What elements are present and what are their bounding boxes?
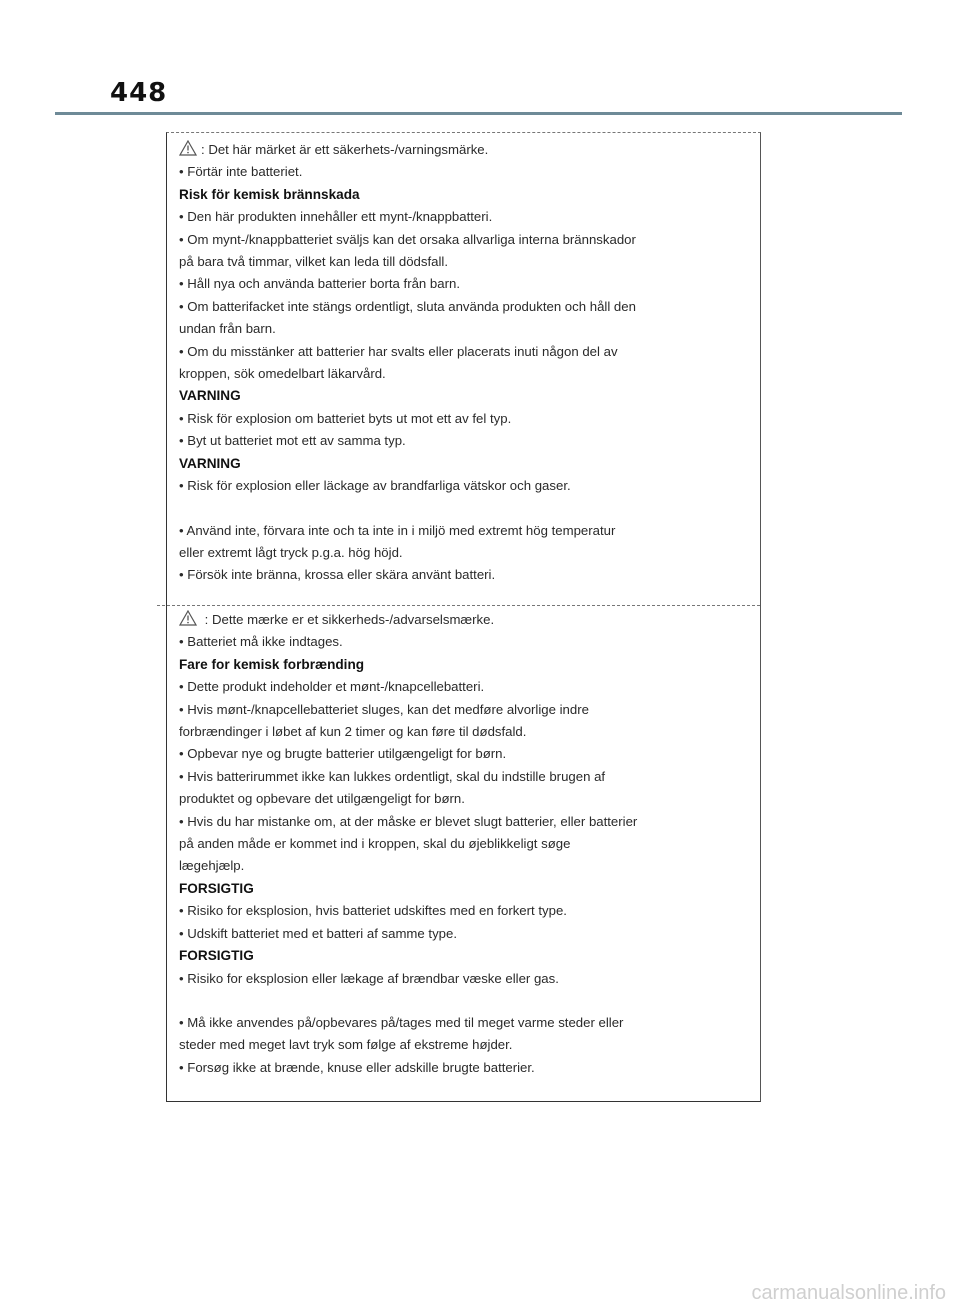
swedish-text-line: • Förtär inte batteriet. — [179, 164, 303, 180]
swedish-text-line: • Byt ut batteriet mot ett av samma typ. — [179, 433, 406, 449]
danish-text-line: • Hvis du har mistanke om, at der måske er blevet slugt batterier, eller batterier — [179, 813, 638, 829]
swedish-text-line: • Den här produkten innehåller ett mynt-/knappbatteri. — [179, 209, 493, 225]
header-rule — [55, 112, 902, 115]
footer-watermark: carmanualsonline.info — [751, 1282, 946, 1304]
danish-text-line: • Dette produkt indeholder et mønt-/knapcellebatteri. — [179, 679, 485, 695]
swedish-intro-line — [179, 139, 748, 161]
danish-text-line: • Risiko for eksplosion eller lækage af brændbar væske eller gas. — [179, 970, 559, 986]
danish-heading: Fare for kemisk forbrænding — [179, 656, 365, 672]
danish-text-line: på anden måde er kommet ind i kroppen, skal du øjeblikkeligt søge — [179, 836, 571, 852]
danish-intro-text: : Dette mærke er et sikkerheds-/advarselsmærke. — [201, 612, 495, 627]
danish-text-line: • Hvis mønt-/knapcellebatteriet sluges, kan det medføre alvorlige indre — [179, 701, 589, 717]
section-divider — [157, 605, 760, 606]
swedish-text-line: • Håll nya och använda batterier borta från barn. — [179, 276, 460, 292]
swedish-text-line: kroppen, sök omedelbart läkarvård. — [179, 366, 386, 382]
danish-heading: FORSIGTIG — [179, 880, 254, 896]
danish-text-line: • Risiko for eksplosion, hvis batteriet udskiftes med en forkert type. — [179, 903, 567, 919]
warning-triangle-icon — [179, 610, 197, 626]
swedish-text-line: • Använd inte, förvara inte och ta inte in i miljö med extremt hög temperatur — [179, 522, 616, 538]
danish-text-line: • Forsøg ikke at brænde, knuse eller adskille brugte batterier. — [179, 1059, 535, 1075]
warning-triangle-icon — [179, 140, 197, 156]
danish-spacer — [179, 990, 748, 1012]
danish-text-line: produktet og opbevare det utilgængeligt for børn. — [179, 791, 465, 807]
danish-text-line: • Må ikke anvendes på/opbevares på/tages med til meget varme steder eller — [179, 1014, 624, 1030]
swedish-text-line: • Om du misstänker att batterier har svalts eller placerats inuti någon del av — [179, 343, 618, 359]
swedish-text-line: på bara två timmar, vilket kan leda till dödsfall. — [179, 254, 449, 270]
danish-text-block — [179, 631, 748, 1079]
swedish-text-line: • Om batterifacket inte stängs ordentligt, sluta använda produkten och håll den — [179, 298, 636, 314]
swedish-text-block — [179, 161, 748, 586]
swedish-text-line: eller extremt lågt tryck p.g.a. hög höjd. — [179, 544, 403, 560]
danish-text-line: • Opbevar nye og brugte batterier utilgængeligt for børn. — [179, 746, 507, 762]
page-number: 448 — [110, 78, 168, 108]
swedish-heading: Risk för kemisk brännskada — [179, 186, 360, 202]
swedish-text-line: • Risk för explosion eller läckage av brandfarliga vätskor och gaser. — [179, 478, 571, 494]
swedish-text-line: undan från barn. — [179, 321, 276, 337]
danish-text-line: • Hvis batterirummet ikke kan lukkes ordentligt, skal du indstille brugen af — [179, 768, 606, 784]
battery-warning-panel — [166, 132, 761, 1102]
danish-text-line: forbrændinger i løbet af kun 2 timer og kan føre til dødsfald. — [179, 724, 527, 740]
danish-warning-section — [167, 609, 760, 1079]
danish-text-line: • Udskift batteriet med et batteri af samme type. — [179, 925, 458, 941]
swedish-text-line: • Risk för explosion om batteriet byts ut mot ett av fel typ. — [179, 410, 512, 426]
swedish-spacer — [179, 498, 748, 520]
danish-text-line: lægehjælp. — [179, 858, 245, 874]
swedish-warning-section — [167, 139, 760, 587]
danish-text-line: steder med meget lavt tryk som følge af ekstreme højder. — [179, 1037, 513, 1053]
swedish-text-line: • Försök inte bränna, krossa eller skära använt batteri. — [179, 567, 496, 583]
swedish-text-line: • Om mynt-/knappbatteriet sväljs kan det orsaka allvarliga interna brännskador — [179, 231, 636, 247]
swedish-intro-text: : Det här märket är ett säkerhets-/varningsmärke. — [201, 142, 489, 157]
swedish-heading: VARNING — [179, 388, 241, 404]
danish-text-line: • Batteriet må ikke indtages. — [179, 634, 343, 650]
danish-intro-line — [179, 609, 748, 631]
danish-heading: FORSIGTIG — [179, 948, 254, 964]
swedish-heading: VARNING — [179, 455, 241, 471]
